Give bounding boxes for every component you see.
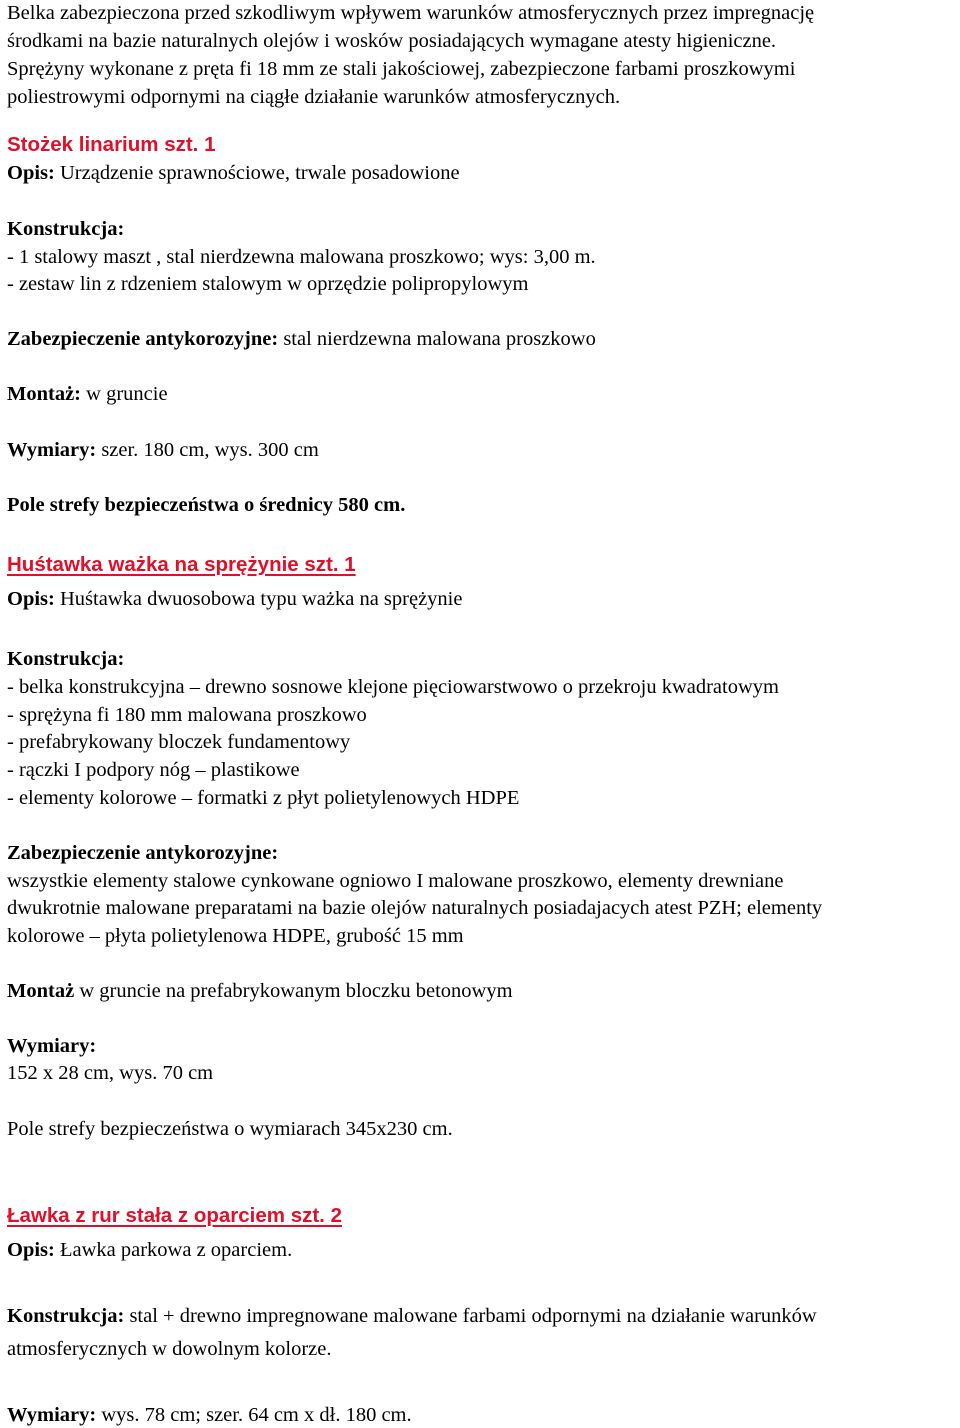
opis-text: Urządzenie sprawnościowe, trwale posadowione <box>54 162 460 184</box>
wymiary-row <box>7 1402 412 1428</box>
intro-line: poliestrowymi odpornymi na ciągłe działanie warunków atmosferycznych. <box>7 86 621 108</box>
wymiary-text: szer. 180 cm, wys. 300 cm <box>96 439 319 461</box>
zabezpieczenie-line: wszystkie elementy stalowe cynkowane ogniowo I malowane proszkowo, elementy drewniane <box>7 870 784 892</box>
zabezpieczenie-row <box>7 326 596 352</box>
wymiary-label: Wymiary: <box>7 1404 97 1426</box>
zabezpieczenie-line: kolorowe – płyta polietylenowa HDPE, grubość 15 mm <box>7 925 464 947</box>
opis-label: Opis: <box>7 162 55 184</box>
konstrukcja-line: - elementy kolorowe – formatki z płyt polietylenowych HDPE <box>7 787 520 809</box>
opis-text: Huśtawka dwuosobowa typu ważka na sprężynie <box>54 588 463 610</box>
montaz-label: Montaż <box>7 980 75 1002</box>
konstrukcja-text-continued: atmosferycznych w dowolnym kolorze. <box>7 1338 332 1360</box>
zabezpieczenie-text: stal nierdzewna malowana proszkowo <box>278 328 596 350</box>
montaz-row <box>7 381 168 407</box>
konstrukcja-label: Konstrukcja: <box>7 218 125 240</box>
section-heading-hustawka: Huśtawka ważka na sprężynie szt. 1 <box>7 553 356 576</box>
montaz-text: w gruncie na prefabrykowanym bloczku betonowym <box>74 980 513 1002</box>
konstrukcja-label: Konstrukcja: <box>7 1305 125 1327</box>
konstrukcja-row <box>7 1303 817 1329</box>
konstrukcja-line: - belka konstrukcyjna – drewno sosnowe klejone pięciowarstwowo o przekroju kwadratowym <box>7 676 779 698</box>
strefa-text: Pole strefy bezpieczeństwa o średnicy 580 cm. <box>7 494 406 516</box>
montaz-text: w gruncie <box>81 383 168 405</box>
section-heading-lawka: Ławka z rur stała z oparciem szt. 2 <box>7 1204 342 1227</box>
opis-row <box>7 586 462 612</box>
intro-line: środkami na bazie naturalnych olejów i wosków posiadających wymagane atesty higieniczne. <box>7 30 777 52</box>
intro-line: Sprężyny wykonane z pręta fi 18 mm ze stali jakościowej, zabezpieczone farbami proszkowymi <box>7 58 796 80</box>
konstrukcja-line: - zestaw lin z rdzeniem stalowym w oprzędzie polipropylowym <box>7 273 529 295</box>
opis-label: Opis: <box>7 588 55 610</box>
zabezpieczenie-label: Zabezpieczenie antykorozyjne: <box>7 842 279 864</box>
wymiary-text: wys. 78 cm; szer. 64 cm x dł. 180 cm. <box>96 1404 412 1426</box>
montaz-row <box>7 978 513 1004</box>
konstrukcja-line: - prefabrykowany bloczek fundamentowy <box>7 731 351 753</box>
zabezpieczenie-label: Zabezpieczenie antykorozyjne: <box>7 328 279 350</box>
konstrukcja-label: Konstrukcja: <box>7 648 125 670</box>
wymiary-label: Wymiary: <box>7 439 97 461</box>
konstrukcja-line: - sprężyna fi 180 mm malowana proszkowo <box>7 704 367 726</box>
konstrukcja-text: stal + drewno impregnowane malowane farbami odpornymi na działanie warunków <box>124 1305 817 1327</box>
opis-row <box>7 1237 292 1263</box>
montaz-label: Montaż: <box>7 383 82 405</box>
opis-row <box>7 160 460 186</box>
intro-line: Belka zabezpieczona przed szkodliwym wpływem warunków atmosferycznych przez impregnację <box>7 2 815 24</box>
konstrukcja-line: - rączki I podpory nóg – plastikowe <box>7 759 300 781</box>
wymiary-row <box>7 437 319 463</box>
strefa-text: Pole strefy bezpieczeństwa o wymiarach 345x230 cm. <box>7 1118 453 1140</box>
konstrukcja-line: - 1 stalowy maszt , stal nierdzewna malowana proszkowo; wys: 3,00 m. <box>7 246 596 268</box>
section-heading-stozek: Stożek linarium szt. 1 <box>7 133 216 156</box>
opis-text: Ławka parkowa z oparciem. <box>54 1239 293 1261</box>
zabezpieczenie-line: dwukrotnie malowane preparatami na bazie olejów naturalnych posiadajacych atest PZH; elementy <box>7 897 823 919</box>
opis-label: Opis: <box>7 1239 55 1261</box>
wymiary-label: Wymiary: <box>7 1035 97 1057</box>
wymiary-text: 152 x 28 cm, wys. 70 cm <box>7 1062 214 1084</box>
